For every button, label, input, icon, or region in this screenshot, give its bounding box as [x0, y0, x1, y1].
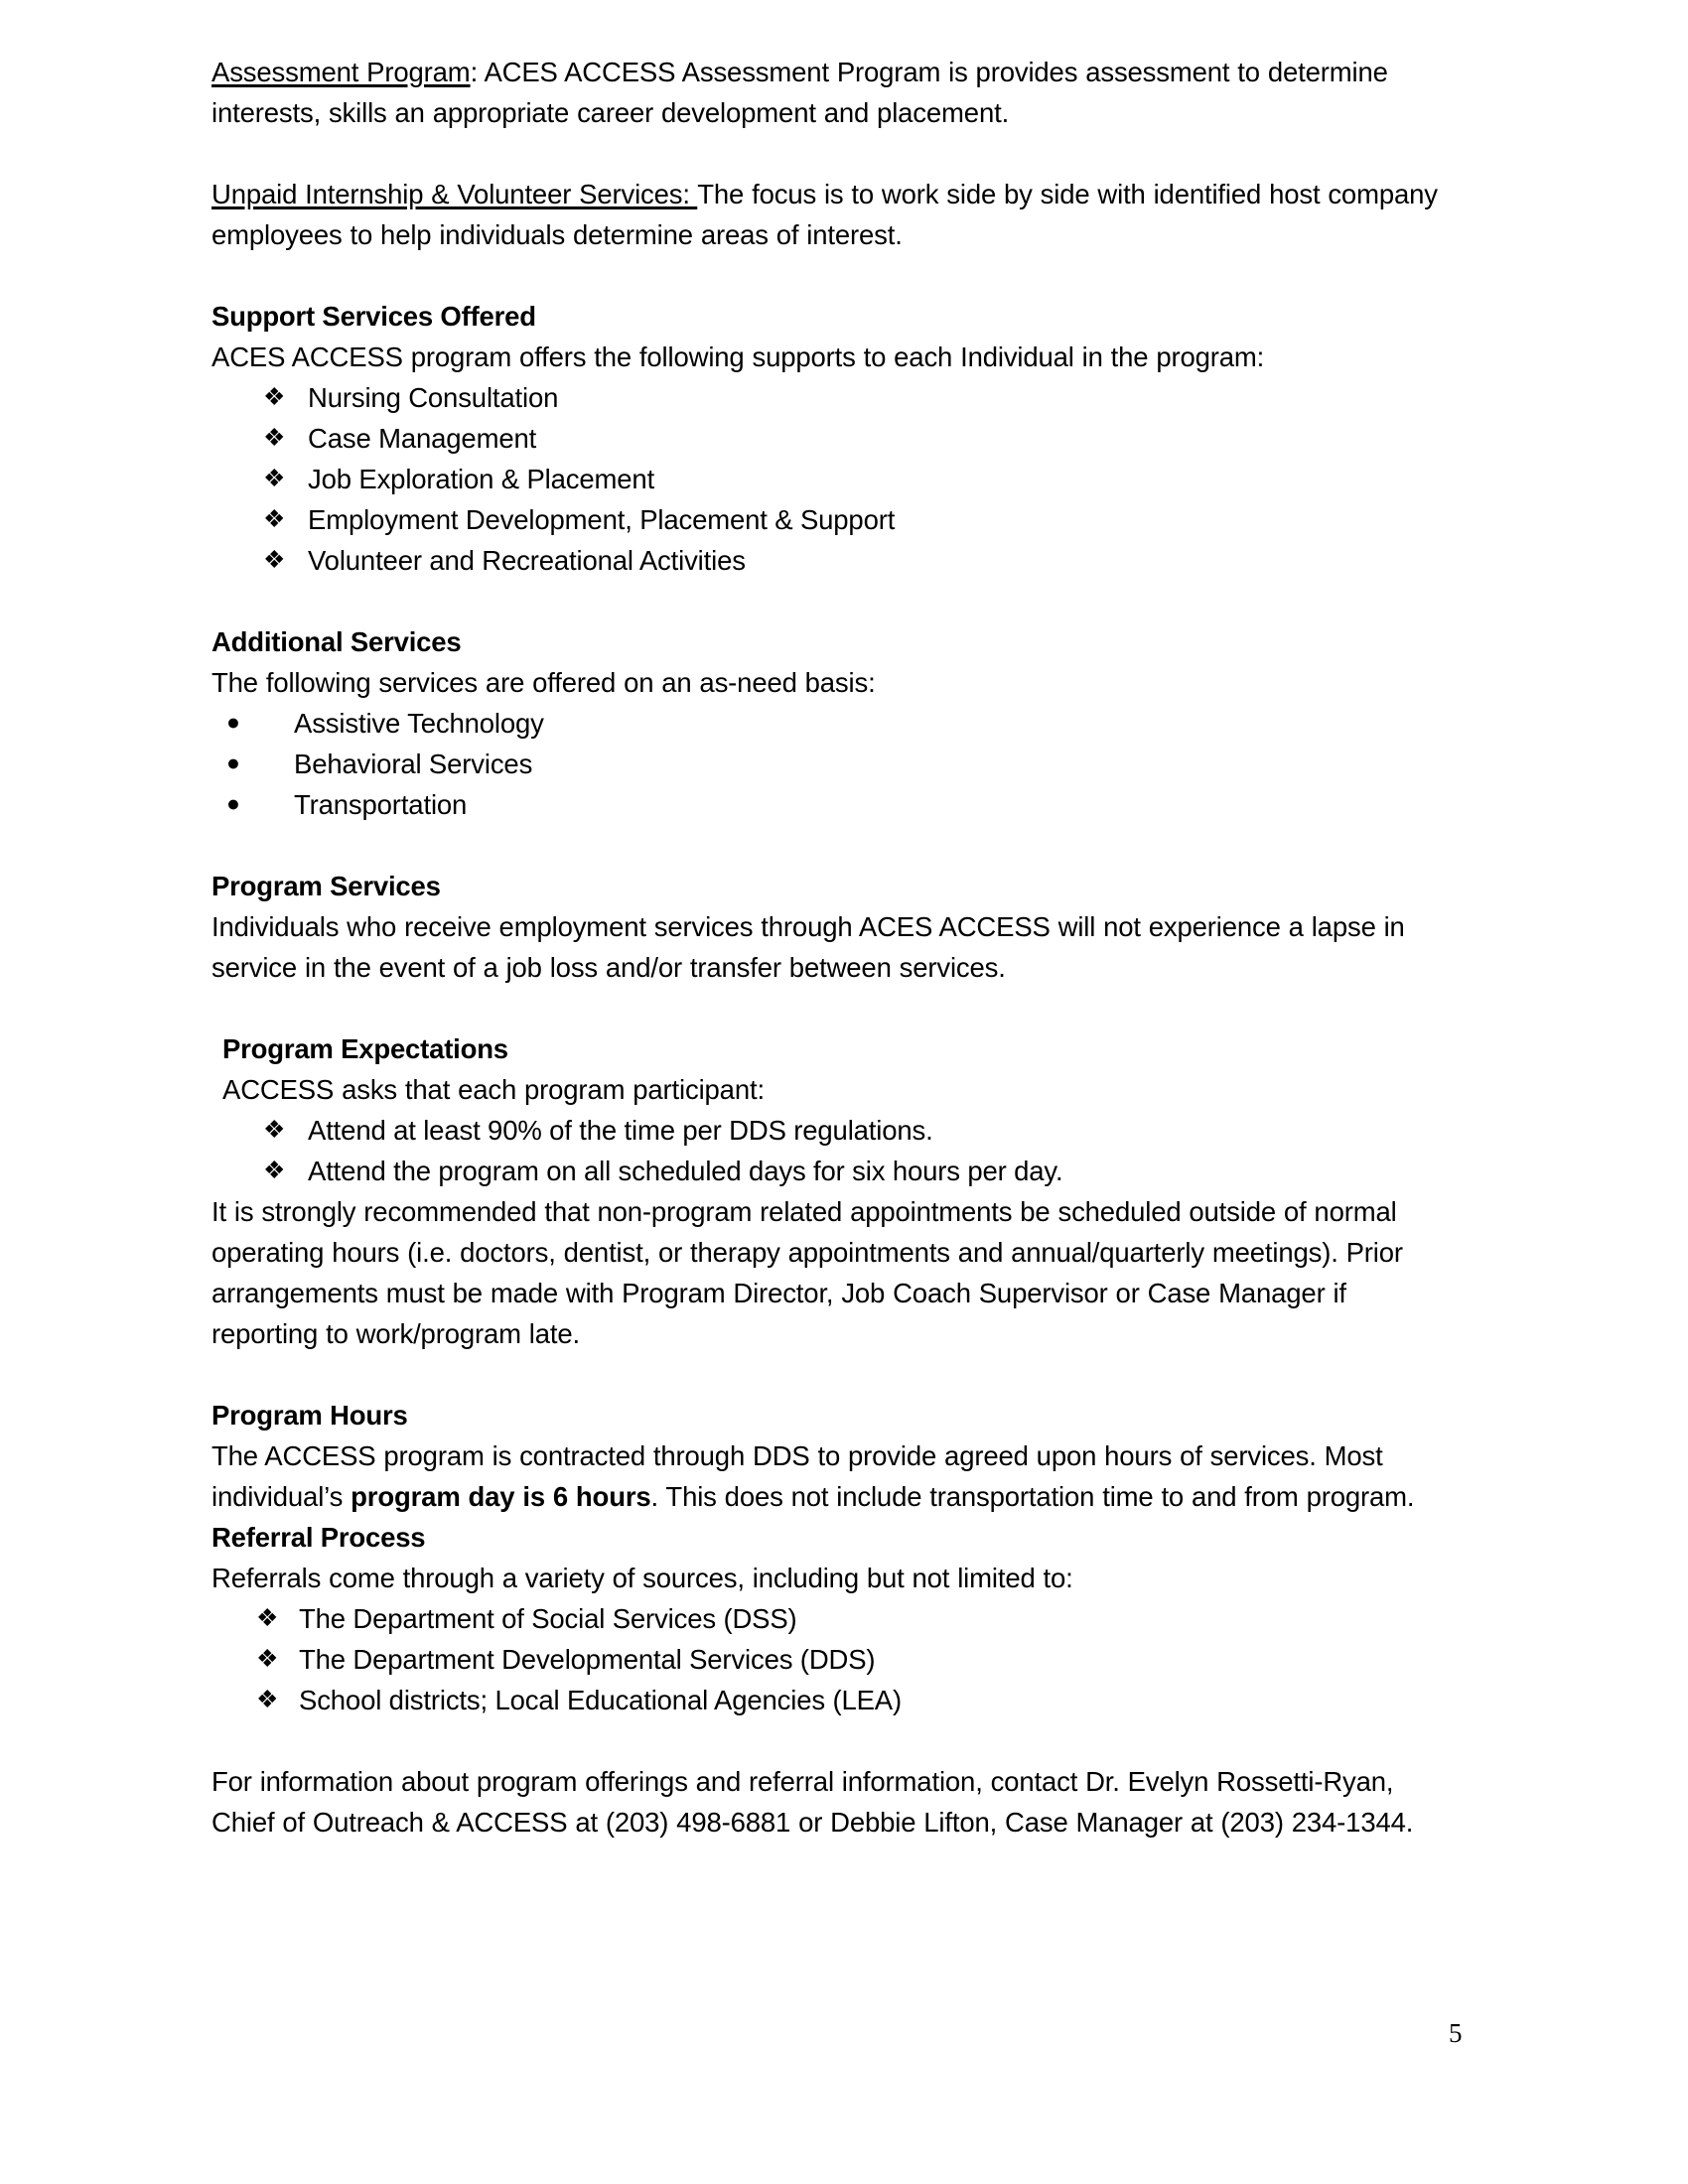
diamond-bullet-icon: ❖ — [263, 465, 286, 492]
program-expectations-note: It is strongly recommended that non-program related appointments be scheduled outside of normal operating hours (i.e. doctors, dentist, or therapy appointments and annual/quarterly meetings). Prior arrangements must be made with Program Director, Job Coach Supervisor or Case Manager if reporting to work/program late. — [211, 1196, 1403, 1349]
spacer — [211, 1720, 1453, 1761]
list-item — [211, 499, 1453, 540]
unpaid-internship-body: The focus is to work side by side with identified host company employees to help individuals determine areas of interest. — [211, 179, 1438, 250]
list-item-label: Nursing Consultation — [308, 382, 559, 413]
list-item — [211, 418, 1453, 459]
program-hours-body-part1: The ACCESS program is contracted through DDS to provide agreed upon hours of services. Most individual’s — [211, 1440, 1383, 1512]
spacer — [211, 1354, 1453, 1395]
list-item-label: School districts; Local Educational Agencies (LEA) — [299, 1685, 902, 1715]
program-hours-body — [211, 1435, 1453, 1517]
page-number: 5 — [1449, 2018, 1463, 2048]
list-item-label: Case Management — [308, 423, 537, 454]
program-expectations-intro: ACCESS asks that each program participant: — [222, 1074, 765, 1105]
additional-services-list — [211, 703, 1453, 825]
diamond-bullet-icon: ❖ — [263, 546, 286, 574]
spacer — [211, 988, 1453, 1028]
list-item — [211, 703, 1453, 744]
list-item — [211, 744, 1453, 784]
spacer — [211, 255, 1453, 296]
referral-process-intro: Referrals come through a variety of sources, including but not limited to: — [211, 1563, 1073, 1593]
program-services-heading: Program Services — [211, 871, 441, 901]
additional-services-intro: The following services are offered on an as-need basis: — [211, 667, 876, 698]
assessment-program-label: Assessment Program — [211, 57, 471, 87]
list-item-label: The Department of Social Services (DSS) — [299, 1603, 797, 1634]
assessment-program-paragraph — [211, 52, 1453, 133]
list-item — [211, 377, 1453, 418]
support-services-intro: ACES ACCESS program offers the following supports to each Individual in the program: — [211, 341, 1265, 372]
unpaid-internship-label: Unpaid Internship & Volunteer Services: — [211, 179, 698, 209]
additional-services-heading: Additional Services — [211, 626, 462, 657]
diamond-bullet-icon: ❖ — [256, 1604, 279, 1632]
assessment-program-separator: : — [470, 57, 485, 87]
list-item-label: Volunteer and Recreational Activities — [308, 545, 746, 576]
support-services-list — [211, 377, 1453, 581]
diamond-bullet-icon: ❖ — [256, 1686, 279, 1713]
program-hours-heading: Program Hours — [211, 1400, 408, 1431]
list-item — [211, 459, 1453, 499]
list-item-label: Transportation — [294, 789, 468, 820]
round-bullet-icon: ● — [226, 750, 240, 775]
diamond-bullet-icon: ❖ — [256, 1645, 279, 1673]
unpaid-internship-paragraph — [211, 174, 1453, 255]
referral-process-heading: Referral Process — [211, 1522, 426, 1553]
spacer — [211, 825, 1453, 866]
diamond-bullet-icon: ❖ — [263, 424, 286, 452]
program-services-body: Individuals who receive employment services through ACES ACCESS will not experience a lapse in service in the event of a job loss and/or transfer between services. — [211, 911, 1405, 983]
list-item — [211, 1598, 1453, 1639]
list-item — [211, 784, 1453, 825]
diamond-bullet-icon: ❖ — [263, 383, 286, 411]
support-services-heading: Support Services Offered — [211, 301, 536, 332]
program-hours-body-part2: . This does not include transportation time to and from program. — [650, 1481, 1415, 1512]
list-item-label: The Department Developmental Services (DDS) — [299, 1644, 876, 1675]
list-item — [211, 540, 1453, 581]
list-item-label: Assistive Technology — [294, 708, 544, 739]
list-item-label: Job Exploration & Placement — [308, 464, 655, 494]
list-item — [222, 1110, 1453, 1151]
diamond-bullet-icon: ❖ — [263, 1157, 286, 1184]
program-hours-emphasis: program day is 6 hours — [351, 1481, 651, 1512]
program-expectations-block — [211, 1028, 1453, 1191]
round-bullet-icon: ● — [226, 790, 240, 816]
referral-process-list — [211, 1598, 1453, 1720]
referral-process-block — [211, 1517, 1453, 1720]
round-bullet-icon: ● — [226, 709, 240, 735]
list-item-label: Employment Development, Placement & Support — [308, 504, 896, 535]
list-item — [211, 1639, 1453, 1680]
program-expectations-list — [222, 1110, 1453, 1191]
program-expectations-heading: Program Expectations — [222, 1033, 508, 1064]
spacer — [211, 133, 1453, 174]
list-item — [222, 1151, 1453, 1191]
page-content — [211, 52, 1453, 1843]
list-item-label: Behavioral Services — [294, 749, 533, 779]
list-item — [211, 1680, 1453, 1720]
diamond-bullet-icon: ❖ — [263, 1116, 286, 1144]
assessment-program-body: ACES ACCESS Assessment Program is provides assessment to determine interests, skills an appropriate career development and placement. — [211, 57, 1388, 128]
diamond-bullet-icon: ❖ — [263, 505, 286, 533]
spacer — [211, 581, 1453, 621]
list-item-label: Attend the program on all scheduled days for six hours per day. — [308, 1156, 1063, 1186]
contact-paragraph: For information about program offerings and referral information, contact Dr. Evelyn Rossetti-Ryan, Chief of Outreach & ACCESS at (203) 498-6881 or Debbie Lifton, Case Manager at (203) 234-1344. — [211, 1766, 1414, 1838]
list-item-label: Attend at least 90% of the time per DDS regulations. — [308, 1115, 933, 1146]
